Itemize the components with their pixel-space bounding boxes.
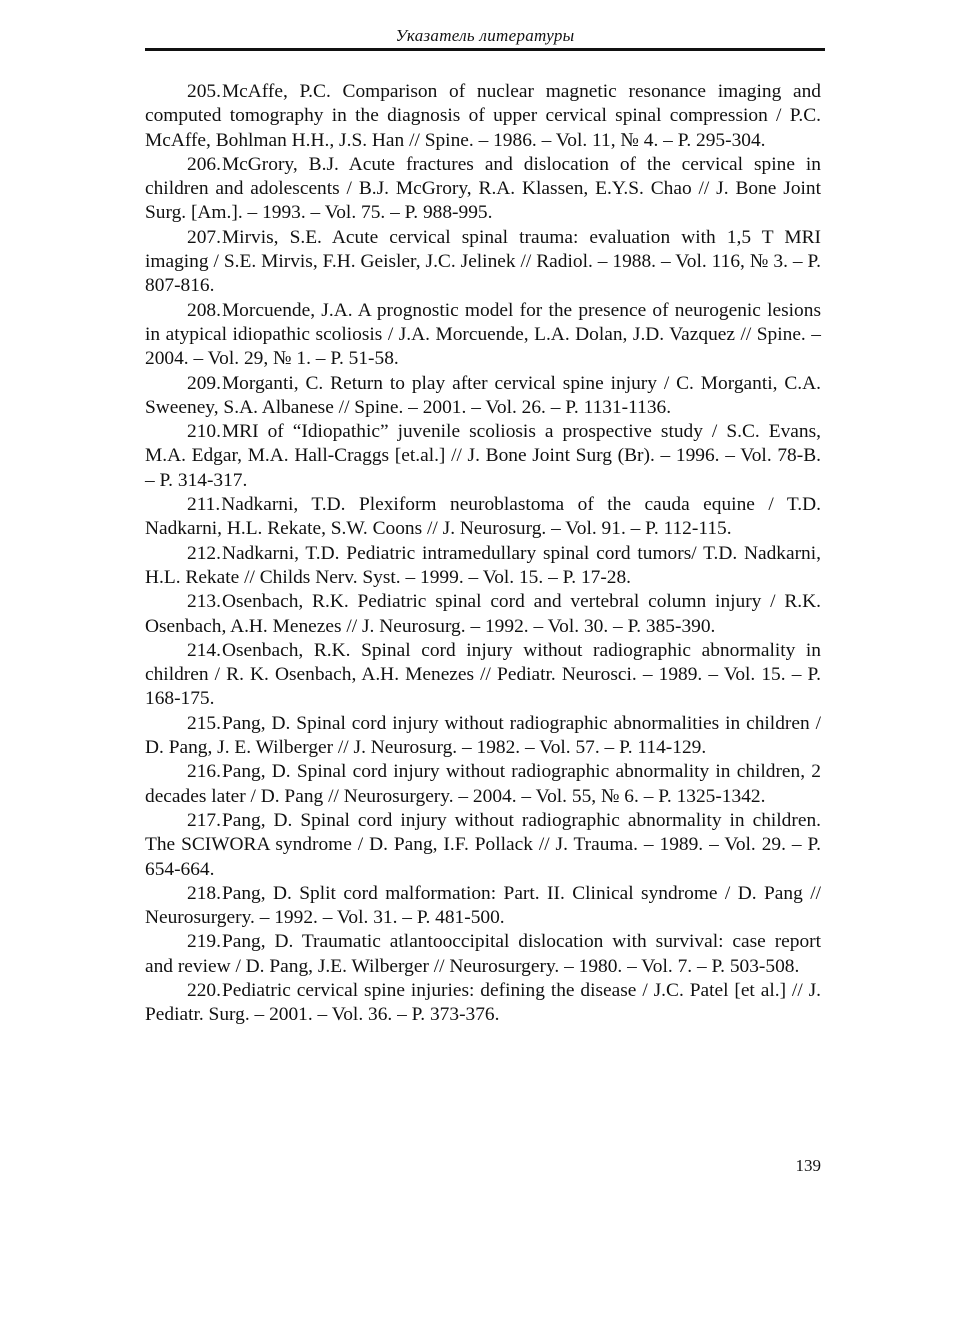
page-number: 139	[795, 1156, 821, 1175]
reference-text: Pang, D. Traumatic atlantooccipital dislocation with survival: case report and review / D. Pang, J.E. Wilberger // Neurosurgery. – 1980. – Vol. 7. – P. 503-508.	[145, 931, 821, 977]
reference-217	[145, 809, 821, 882]
reference-213	[145, 590, 821, 639]
reference-218	[145, 882, 821, 931]
reference-number: 205.	[187, 81, 221, 102]
reference-number: 208.	[187, 299, 221, 321]
reference-214	[145, 639, 821, 712]
reference-208	[145, 299, 821, 372]
reference-number: 206.	[187, 153, 221, 175]
reference-text: Nadkarni, T.D. Plexiform neuroblastoma of the cauda equine / T.D. Nadkarni, H.L. Rekate, S.W. Coons // J. Neurosurg. – Vol. 91. – P. 112-115.	[145, 494, 821, 540]
reference-211	[145, 493, 821, 542]
reference-212	[145, 542, 821, 591]
reference-list	[145, 80, 821, 1028]
reference-number: 207.	[187, 226, 221, 248]
reference-number: 210.	[187, 421, 221, 443]
reference-text: MRI of “Idiopathic” juvenile scoliosis a prospective study / S.C. Evans, M.A. Edgar, M.A. Hall-Craggs [et.al.] // J. Bone Joint Surg (Br). – 1996. – Vol. 78-B. – P. 314-317.	[145, 421, 821, 491]
reference-text: Morganti, C. Return to play after cervical spine injury / C. Morganti, C.A. Sweeney, S.A. Albanese // Spine. – 2001. – Vol. 26. – P. 1131-1136.	[145, 372, 821, 418]
reference-number: 217.	[187, 809, 221, 831]
reference-number: 214.	[187, 639, 221, 661]
reference-number: 218.	[187, 882, 221, 904]
reference-text: Pang, D. Spinal cord injury without radiographic abnormalities in children / D. Pang, J. E. Wilberger // J. Neurosurg. – 1982. – Vol. 57. – P. 114-129.	[145, 712, 821, 759]
reference-210	[145, 420, 821, 493]
reference-text: Nadkarni, T.D. Pediatric intramedullary spinal cord tumors/ T.D. Nadkarni, H.L. Rekate // Childs Nerv. Syst. – 1999. – Vol. 15. – P. 17-28.	[145, 542, 821, 588]
reference-219	[145, 930, 821, 979]
running-header: Указатель литературы	[395, 26, 575, 45]
reference-206	[145, 153, 821, 226]
reference-text: Morcuende, J.A. A prognostic model for the presence of neurogenic lesions in atypical idiopathic scoliosis / J.A. Morcuende, L.A. Dolan, J.D. Vazquez // Spine. – 2004. – Vol. 29, № 1. – P. 51-58.	[145, 299, 821, 370]
header-rule	[145, 48, 825, 51]
reference-text: McGrory, B.J. Acute fractures and dislocation of the cervical spine in children and adolescents / B.J. McGrory, R.A. Klassen, E.Y.S. Chao // J. Bone Joint Surg. [Am.]. – 1993. – Vol. 75. – P. 988-995.	[145, 153, 821, 224]
reference-text: Mirvis, S.E. Acute cervical spinal trauma: evaluation with 1,5 T MRI imaging / S.E. Mirvis, F.H. Geisler, J.C. Jelinek // Radiol. – 1988. – Vol. 116, № 3. – P. 807-816.	[145, 226, 821, 297]
reference-number: 219.	[187, 931, 221, 953]
reference-205	[145, 80, 821, 153]
reference-number: 216.	[187, 761, 221, 783]
reference-220	[145, 979, 821, 1028]
reference-number: 212.	[187, 542, 221, 564]
reference-text: Pang, D. Split cord malformation: Part. II. Clinical syndrome / D. Pang // Neurosurgery. – 1992. – Vol. 31. – P. 481-500.	[145, 882, 821, 929]
reference-number: 215.	[187, 712, 221, 734]
reference-216	[145, 760, 821, 809]
reference-207	[145, 226, 821, 299]
reference-number: 220.	[187, 979, 221, 1001]
reference-text: Pang, D. Spinal cord injury without radiographic abnormality in children. The SCIWORA syndrome / D. Pang, I.F. Pollack // J. Trauma. – 1989. – Vol. 29. – P. 654-664.	[145, 809, 821, 880]
reference-text: Pang, D. Spinal cord injury without radiographic abnormality in children, 2 decades later / D. Pang // Neurosurgery. – 2004. – Vol. 55, № 6. – P. 1325-1342.	[145, 761, 821, 807]
reference-text: McAffe, P.C. Comparison of nuclear magnetic resonance imaging and computed tomography in the diagnosis of upper cervical spinal compression / P.C. McAffe, Bohlman H.H., J.S. Han // Spine. – 1986. – Vol. 11, № 4. – P. 295-304.	[145, 81, 821, 151]
reference-text: Osenbach, R.K. Pediatric spinal cord and vertebral column injury / R.K. Osenbach, A.H. Menezes // J. Neurosurg. – 1992. – Vol. 30. – P. 385-390.	[145, 591, 821, 637]
reference-number: 211.	[187, 494, 221, 516]
reference-215	[145, 712, 821, 761]
reference-text: Osenbach, R.K. Spinal cord injury without radiographic abnormality in children / R. K. Osenbach, A.H. Menezes // Pediatr. Neurosci. – 1989. – Vol. 15. – P. 168-175.	[145, 639, 821, 710]
reference-number: 209.	[187, 372, 221, 394]
reference-text: Pediatric cervical spine injuries: defining the disease / J.C. Patel [et al.] // J. Pediatr. Surg. – 2001. – Vol. 36. – P. 373-376.	[145, 979, 821, 1026]
reference-number: 213.	[187, 591, 221, 613]
reference-209	[145, 372, 821, 421]
